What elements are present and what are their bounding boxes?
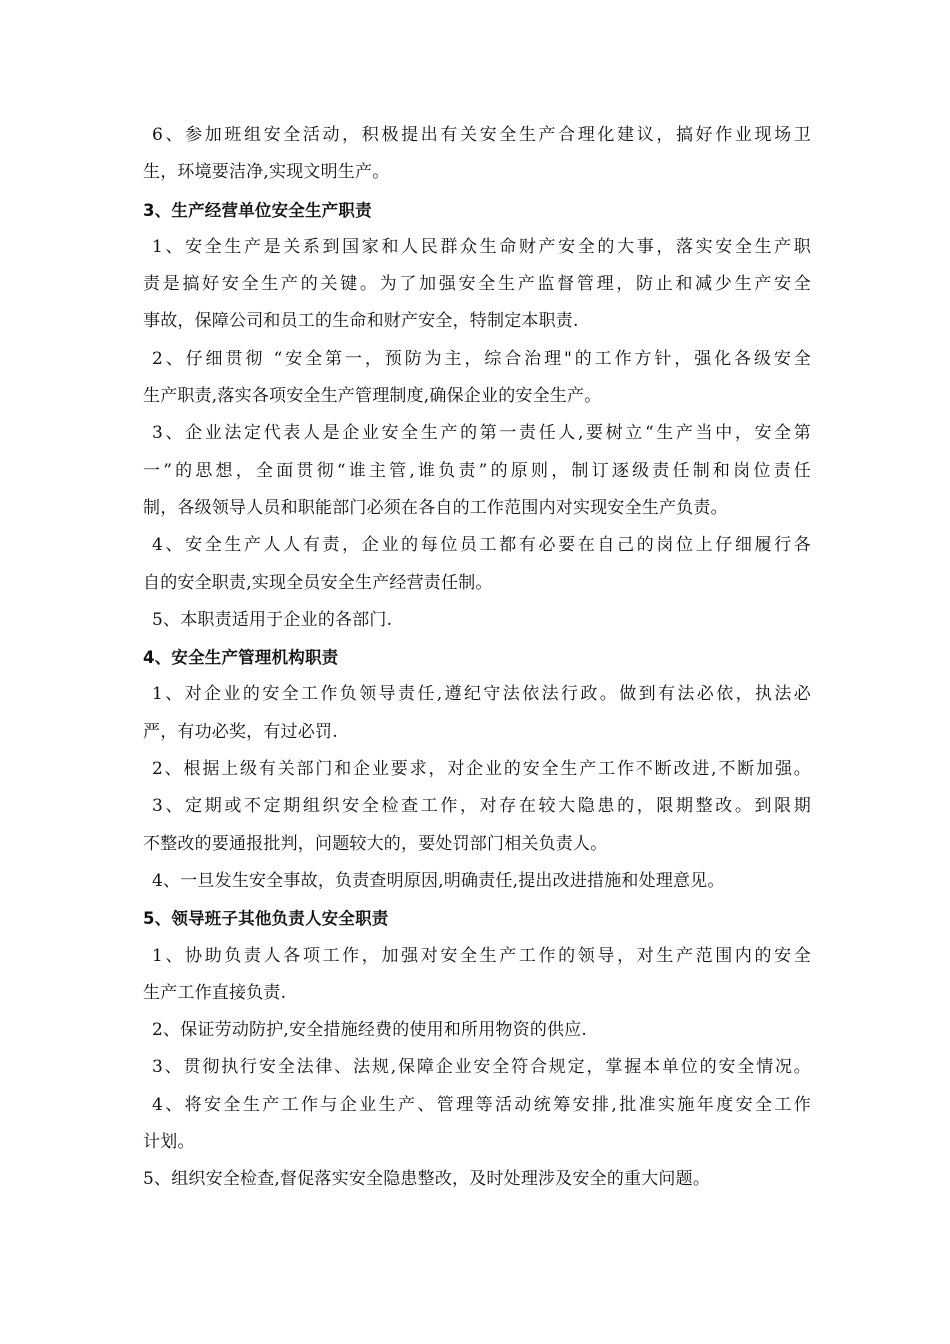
paragraph-line: 4、将安全生产工作与企业生产、管理等活动统筹安排,批准实施年度安全工作 <box>152 1094 811 1115</box>
paragraph-line: 5、本职责适用于企业的各部门. <box>152 609 393 630</box>
paragraph-line: 2、根据上级有关部门和企业要求，对企业的安全生产工作不断改进,不断加强。 <box>152 759 811 780</box>
paragraph-line: 5、组织安全检查,督促落实安全隐患整改，及时处理涉及安全的重大问题。 <box>143 1169 711 1190</box>
paragraph-line: 3、定期或不定期组织安全检查工作，对存在较大隐患的，限期整改。到限期 <box>152 796 811 817</box>
paragraph-line: 3、企业法定代表人是企业安全生产的第一责任人,要树立“生产当中，安全第 <box>152 423 811 444</box>
paragraph-line: 计划。 <box>143 1132 195 1153</box>
paragraph-line: 一”的思想，全面贯彻“谁主管,谁负责”的原则，制订逐级责任制和岗位责任 <box>143 460 811 481</box>
paragraph-line: 生产职责,落实各项安全生产管理制度,确保企业的安全生产。 <box>143 386 602 407</box>
paragraph-line: 事故，保障公司和员工的生命和财产安全，特制定本职责. <box>143 311 579 332</box>
paragraph-line: 不整改的要通报批判，问题较大的，要处罚部门相关负责人。 <box>143 833 608 854</box>
document-body <box>143 117 811 1199</box>
paragraph-line: 4、一旦发生安全事故，负责查明原因,明确责任,提出改进措施和处理意见。 <box>152 870 725 891</box>
paragraph-line: 1、对企业的安全工作负领导责任,遵纪守法依法行政。做到有法必依，执法必 <box>152 684 811 705</box>
paragraph-line: 生产工作直接负责. <box>143 982 287 1003</box>
section-heading: 3、生产经营单位安全生产职责 <box>143 200 372 220</box>
paragraph-line: 4、安全生产人人有责，企业的每位员工都有必要在自己的岗位上仔细履行各 <box>152 535 811 556</box>
paragraph-line: 3、贯彻执行安全法律、法规,保障企业安全符合规定，掌握本单位的安全情况。 <box>152 1057 811 1078</box>
paragraph-line: 1、协助负责人各项工作，加强对安全生产工作的领导，对生产范围内的安全 <box>152 945 811 966</box>
paragraph-line: 制，各级领导人员和职能部门必须在各自的工作范围内对实现安全生产负责。 <box>143 497 728 518</box>
paragraph-line: 6、参加班组安全活动，积极提出有关安全生产合理化建议，搞好作业现场卫 <box>152 125 811 145</box>
paragraph-line: 2、保证劳动防护,安全措施经费的使用和所用物资的供应. <box>152 1020 588 1041</box>
paragraph-line: 严，有功必奖，有过必罚. <box>143 721 338 742</box>
section-heading: 4、安全生产管理机构职责 <box>143 648 339 668</box>
paragraph-line: 2、仔细贯彻 “安全第一，预防为主，综合治理"的工作方针，强化各级安全 <box>152 348 811 369</box>
paragraph-line: 自的安全职责,实现全员安全生产经营责任制。 <box>143 572 493 593</box>
section-heading: 5、领导班子其他负责人安全职责 <box>143 909 389 929</box>
paragraph-line: 1、安全生产是关系到国家和人民群众生命财产安全的大事，落实安全生产职 <box>152 236 811 257</box>
paragraph-line: 责是搞好安全生产的关键。为了加强安全生产监督管理，防止和减少生产安全 <box>143 274 811 295</box>
paragraph-line: 生，环境要洁净,实现文明生产。 <box>143 162 390 183</box>
